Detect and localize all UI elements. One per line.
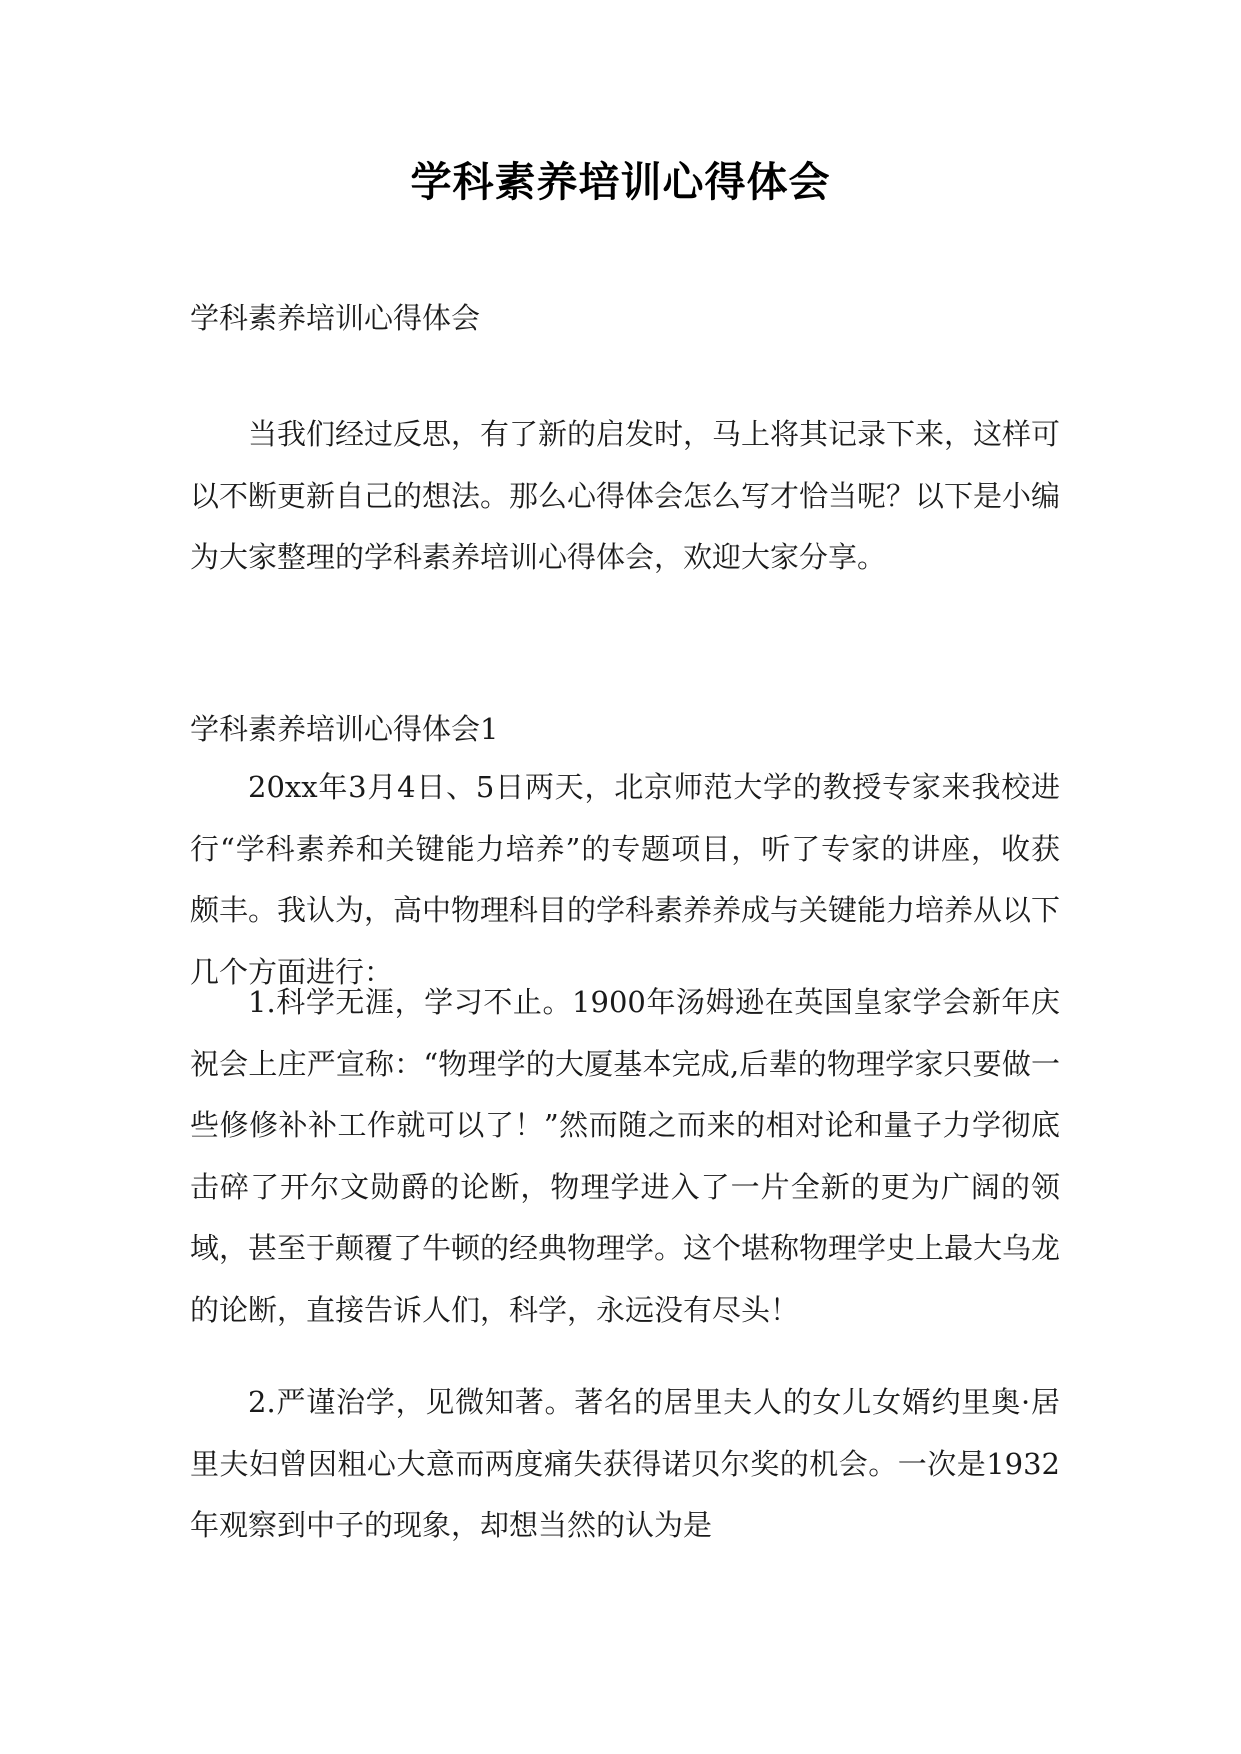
document-title: 学科素养培训心得体会 — [410, 158, 831, 206]
intro-paragraph: 当我们经过反思，有了新的启发时，马上将其记录下来，这样可以不断更新自己的想法。那么心得体会怎么写才恰当呢？以下是小编为大家整理的学科素养培训心得体会，欢迎大家分享。 — [190, 417, 1061, 574]
body-paragraph-1: 20xx年3月4日、5日两天，北京师范大学的教授专家来我校进行“学科素养和关键能力培养”的专题项目，听了专家的讲座，收获颇丰。我认为，高中物理科目的学科素养养成与关键能力培养从以下几个方面进行： — [190, 770, 1061, 989]
body-paragraph-2: 1.科学无涯，学习不止。1900年汤姆逊在英国皇家学会新年庆祝会上庄严宣称：“物理学的大厦基本完成,后辈的物理学家只要做一些修修补补工作就可以了！”然而随之而来的相对论和量子力学彻底击碎了开尔文勋爵的论断，物理学进入了一片全新的更为广阔的领域，甚至于颠覆了牛顿的经典物理学。这个堪称物理学史上最大乌龙的论断，直接告诉人们，科学，永远没有尽头！ — [190, 985, 1061, 1327]
document-subtitle: 学科素养培训心得体会 — [190, 301, 481, 335]
body-paragraph-3: 2.严谨治学，见微知著。著名的居里夫人的女儿女婿约里奥·居里夫妇曾因粗心大意而两度痛失获得诺贝尔奖的机会。一次是1932年观察到中子的现象，却想当然的认为是 — [190, 1385, 1060, 1542]
section-heading: 学科素养培训心得体会1 — [190, 712, 499, 746]
